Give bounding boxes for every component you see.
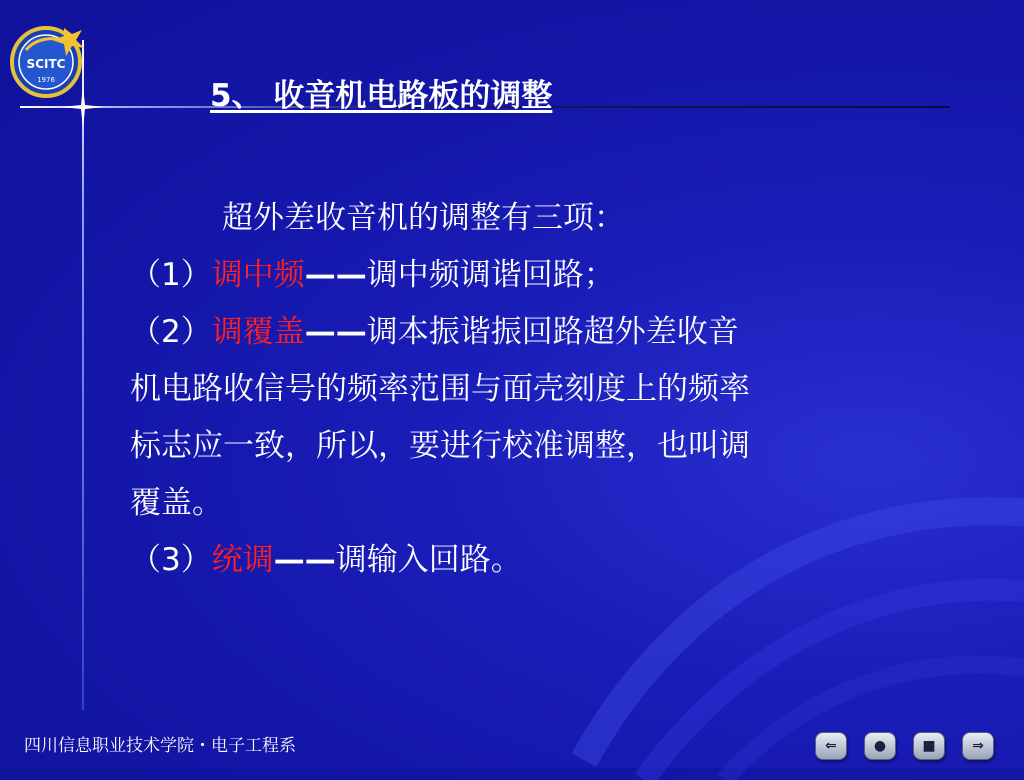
continuation-line: 覆盖。	[130, 485, 223, 521]
stop-button[interactable]	[913, 732, 945, 760]
item-description: 调本振谐振回路超外差收音	[366, 314, 739, 350]
navigation-buttons	[815, 732, 994, 760]
slide-body	[130, 190, 930, 589]
list-item	[130, 304, 930, 361]
list-item	[130, 532, 930, 589]
item-number: （2）	[130, 314, 212, 350]
item-dash: ——	[273, 542, 336, 578]
stop-icon: ■	[922, 738, 936, 754]
college-logo	[6, 20, 88, 102]
intro-line: 超外差收音机的调整有三项：	[222, 200, 625, 236]
continuation-line: 标志应一致，所以，要进行校准调整，也叫调	[130, 428, 750, 464]
item-description: 调输入回路。	[335, 542, 522, 578]
home-icon: ●	[873, 738, 887, 754]
home-button[interactable]	[864, 732, 896, 760]
item-term: 调覆盖	[211, 314, 305, 350]
item-dash: ——	[304, 257, 367, 293]
item-term: 统调	[211, 542, 274, 578]
back-arrow-icon: ⇐	[825, 738, 837, 754]
logo-year: 1976	[37, 76, 55, 84]
slide-title: 5、 收音机电路板的调整	[210, 78, 553, 114]
back-button[interactable]	[815, 732, 847, 760]
logo-text: SCITC	[26, 57, 66, 71]
continuation-line: 机电路收信号的频率范围与面壳刻度上的频率	[130, 371, 750, 407]
forward-arrow-icon: ⇒	[972, 738, 984, 754]
item-number: （3）	[130, 542, 212, 578]
item-dash: ——	[304, 314, 367, 350]
item-number: （1）	[130, 257, 212, 293]
list-item	[130, 247, 930, 304]
item-term: 调中频	[211, 257, 305, 293]
forward-button[interactable]	[962, 732, 994, 760]
footer-text: 四川信息职业技术学院・电子工程系	[24, 736, 296, 756]
decorative-vertical-line	[82, 40, 84, 710]
item-description: 调中频调谐回路；	[366, 257, 615, 293]
